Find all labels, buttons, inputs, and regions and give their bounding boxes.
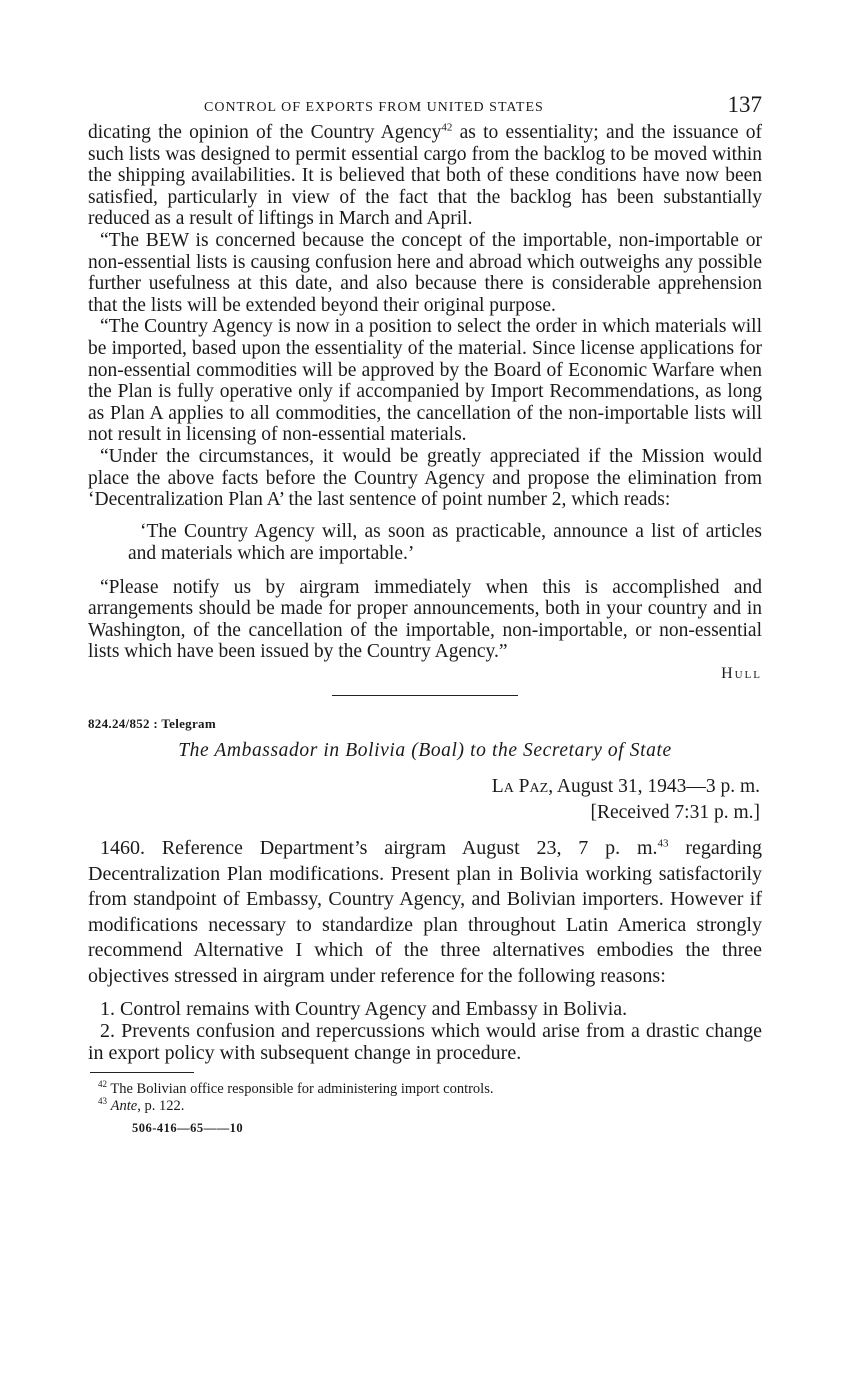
- block-quote: ‘The Country Agency will, as soon as practicable, announce a list of articles and materials which are importable.’: [128, 520, 762, 564]
- page-number: 137: [727, 92, 762, 117]
- list-item: 1. Control remains with Country Agency and Embassy in Bolivia.: [100, 997, 628, 1020]
- paragraph-5: “Please notify us by airgram immediately when this is accomplished and arrangements should be made for proper announcements, both in your country and in Washington, of the cancellation of the importable, non-importable, or non-essential lists which have been issued by the Country Agency.”: [88, 576, 762, 663]
- dateline: [88, 774, 762, 800]
- reasons-list: [88, 998, 762, 1064]
- file-reference: 824.24/852 : Telegram: [88, 716, 216, 732]
- document-title: The Ambassador in Bolivia (Boal) to the Secretary of State: [178, 740, 672, 762]
- document-page: [88, 90, 762, 1136]
- paragraph-1: [88, 122, 762, 230]
- paragraph-4: “Under the circumstances, it would be greatly appreciated if the Mission would place the above facts before the Country Agency and propose the elimination from ‘Decentralization Plan A’ the last sentence of point number 2, which reads:: [88, 445, 762, 511]
- footnote-42: [88, 1078, 762, 1098]
- print-code: 506-416—65——10: [132, 1120, 244, 1135]
- page-header: [88, 90, 762, 122]
- footnote-mark: 43: [98, 1095, 107, 1106]
- list-item: 2. Prevents confusion and repercussions which would arise from a drastic change in export policy with subsequent change in procedure.: [88, 1019, 762, 1064]
- section-divider: [332, 695, 518, 696]
- paragraph-1-text-a: dicating the opinion of the Country Agency: [88, 122, 442, 143]
- telegram-paragraph: [88, 836, 762, 990]
- running-title: CONTROL OF EXPORTS FROM UNITED STATES: [204, 100, 544, 115]
- footnote-mark: 42: [98, 1078, 107, 1089]
- telegram-paragraph-text-b: regarding Decentralization Plan modifications. Present plan in Bolivia working satisfactorily from standpoint of Embassy, Country Agency, and Bolivian importers. However if modifications necessary to standardize plan throughout Latin America strongly recommend Alternative I which of the three alternatives embodies the three objectives stressed in airgram under reference for the following reasons:: [88, 837, 762, 988]
- dateline-date: , August 31, 1943—3 p. m.: [548, 776, 760, 798]
- dateline-place: La Paz: [491, 776, 549, 798]
- paragraph-1-text-b: as to essentiality; and the issuance of such lists was designed to permit essential cargo from the backlog to be moved within the shipping availabilities. It is believed that both of these conditions have now been satisfied, particularly in view of the fact that the backlog has been substantially reduced as a result of liftings in March and April.: [88, 122, 763, 230]
- footnote-ref-42: 42: [441, 121, 453, 134]
- paragraph-3: “The Country Agency is now in a position to select the order in which materials will be imported, based upon the essentiality of the material. Since license applications for non-essential commodities will be approved by the Board of Economic Warfare when the Plan is fully operative only if accompanied by Import Recommendations, as long as Plan A applies to all commodities, the cancellation of the non-importable lists will not result in licensing of non-essential materials.: [88, 316, 762, 446]
- footnote-ref-43: 43: [657, 837, 669, 850]
- footnote-43: [88, 1095, 762, 1115]
- footnote-text: , p. 122.: [137, 1097, 185, 1114]
- telegram-paragraph-text-a: 1460. Reference Department’s airgram August 23, 7 p. m.: [100, 837, 658, 860]
- received-line: [Received 7:31 p. m.]: [590, 802, 760, 824]
- footnote-text: The Bolivian office responsible for administering import controls.: [110, 1080, 494, 1097]
- paragraph-2: “The BEW is concerned because the concept of the importable, non-importable or non-essential lists is causing confusion here and abroad which outweighs any possible further usefulness at this date, and also because there is considerable apprehension that the lists will be extended beyond their original purpose.: [88, 229, 762, 316]
- signature-hull: Hull: [721, 665, 762, 683]
- telegram-body: [88, 836, 762, 990]
- footnote-divider: [90, 1072, 194, 1073]
- footnote-text-italic: Ante: [110, 1097, 138, 1114]
